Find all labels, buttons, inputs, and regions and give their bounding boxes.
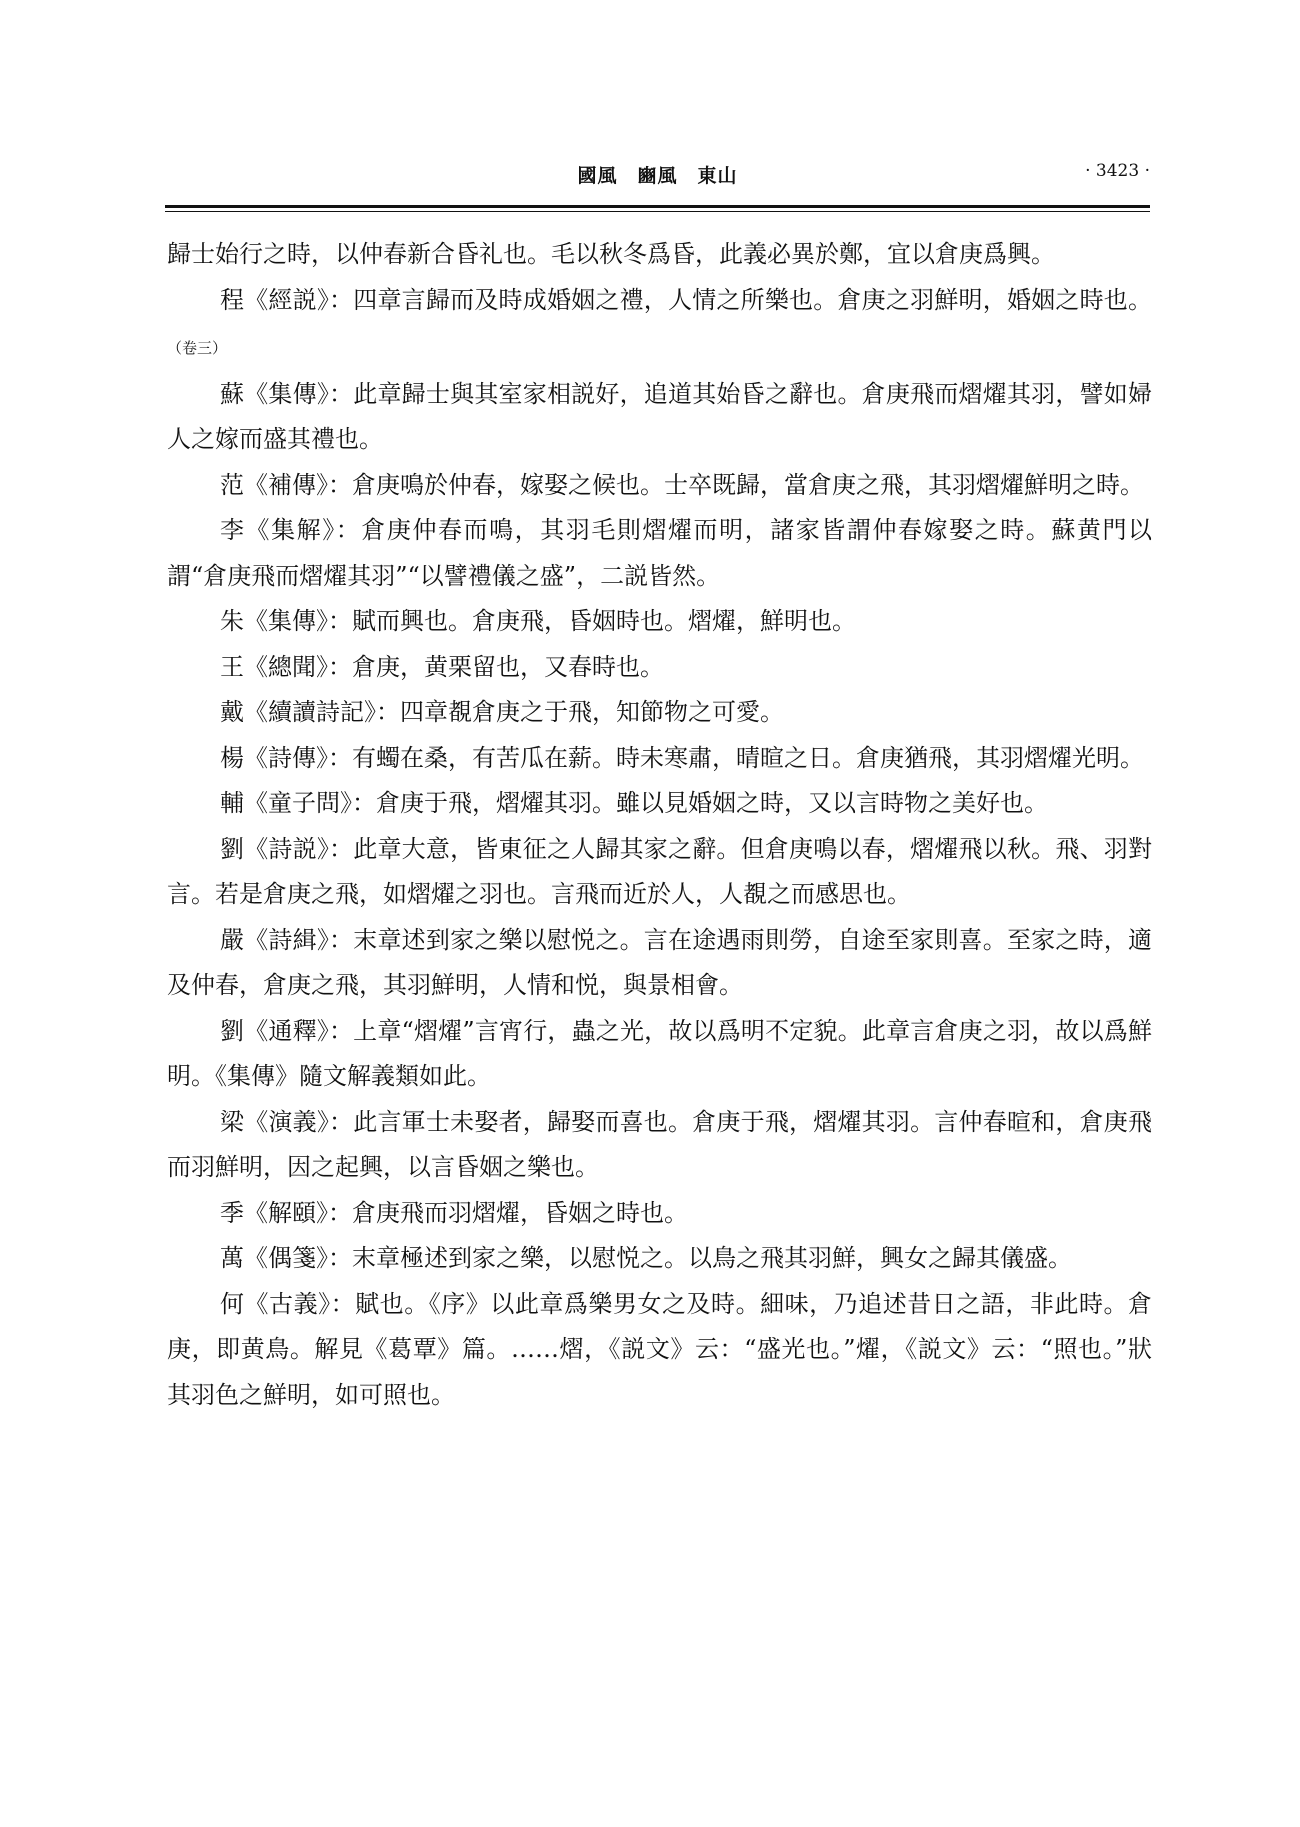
paragraph-text: 蘇《集傳》：此章歸士與其室家相説好，追道其始昏之辭也。倉庚飛而熠燿其羽，譬如婦人之嫁而盛其禮也。 bbox=[167, 379, 1152, 453]
paragraph-continued bbox=[167, 232, 1152, 278]
paragraph-fan-buzhuan bbox=[167, 463, 1152, 509]
paragraph-text: 嚴《詩緝》：末章述到家之樂以慰悦之。言在途遇雨則勞，自途至家則喜。至家之時，適及仲春，倉庚之飛，其羽鮮明，人情和悦，與景相會。 bbox=[167, 925, 1152, 999]
paragraph-text: 萬《偶箋》：末章極述到家之樂，以慰悦之。以鳥之飛其羽鮮，興女之歸其儀盛。 bbox=[220, 1244, 1072, 1272]
paragraph-text: 楊《詩傳》：有蠋在桑，有苦瓜在薪。時未寒肅，晴暄之日。倉庚猶飛，其羽熠燿光明。 bbox=[220, 743, 1144, 772]
paragraph-liu-shishuo bbox=[167, 827, 1152, 918]
paragraph-yan-shiji bbox=[167, 918, 1152, 1009]
paragraph-su-jizhuan bbox=[167, 372, 1152, 463]
paragraph-ji-jieyi bbox=[167, 1191, 1152, 1237]
paragraph-text: 何《古義》：賦也。《序》以此章爲樂男女之及時。細味，乃追述昔日之語，非此時。倉庚，即黄鳥。解見《葛覃》篇。……熠，《説文》云：“盛光也。”燿，《説文》云：“照也。”狀其羽色之鮮明，如可照也。 bbox=[167, 1289, 1152, 1409]
paragraph-text: 李《集解》：倉庚仲春而鳴，其羽毛則熠燿而明，諸家皆謂仲春嫁娶之時。蘇黄門以謂“倉庚飛而熠燿其羽”“以譬禮儀之盛”，二説皆然。 bbox=[167, 516, 1152, 590]
paragraph-text: 范《補傳》：倉庚鳴於仲春，嫁娶之候也。士卒既歸，當倉庚之飛，其羽熠燿鮮明之時。 bbox=[220, 470, 1144, 499]
paragraph-liu-tongshi bbox=[167, 1009, 1152, 1100]
paragraph-liang-yanyi bbox=[167, 1100, 1152, 1191]
paragraph-li-jijie bbox=[167, 508, 1152, 599]
header-title: 國風 豳風 東山 bbox=[577, 165, 738, 187]
page-number: · 3423 · bbox=[1085, 161, 1150, 181]
header-rule-thin bbox=[165, 211, 1150, 212]
running-header bbox=[165, 155, 1150, 195]
paragraph-text: 劉《詩説》：此章大意，皆東征之人歸其家之辭。但倉庚鳴以春，熠燿飛以秋。飛、羽對言。若是倉庚之飛，如熠燿之羽也。言飛而近於人，人覩之而感思也。 bbox=[167, 834, 1152, 908]
paragraph-text: 王《總聞》：倉庚，黄栗留也，又春時也。 bbox=[220, 652, 664, 681]
paragraph-he-guyi bbox=[167, 1282, 1152, 1419]
paragraph-yang-shizhuan bbox=[167, 736, 1152, 782]
paragraph-text: 劉《通釋》：上章“熠燿”言宵行，蟲之光，故以爲明不定貌。此章言倉庚之羽，故以爲鮮明。《集傳》隨文解義類如此。 bbox=[167, 1016, 1152, 1090]
header-rule-thick bbox=[165, 205, 1150, 208]
paragraph-zhu-jizhuan bbox=[167, 599, 1152, 645]
body-text bbox=[167, 232, 1152, 1418]
paragraph-fu-tongziwen bbox=[167, 781, 1152, 827]
paragraph-wan-oujian bbox=[167, 1236, 1152, 1282]
paragraph-dai-xudushiji bbox=[167, 690, 1152, 736]
paragraph-text: 梁《演義》：此言軍士未娶者，歸娶而喜也。倉庚于飛，熠燿其羽。言仲春暄和，倉庚飛而羽鮮明，因之起興，以言昏姻之樂也。 bbox=[167, 1107, 1152, 1181]
paragraph-text: 戴《續讀詩記》：四章覩倉庚之于飛，知節物之可愛。 bbox=[220, 698, 784, 726]
paragraph-text: 歸士始行之時，以仲春新合昏礼也。毛以秋冬爲昏，此義必異於鄭，宜以倉庚爲興。 bbox=[167, 240, 1055, 268]
paragraph-cheng-jingshuo bbox=[167, 278, 1152, 372]
paragraph-text: 朱《集傳》：賦而興也。倉庚飛，昏姻時也。熠燿，鮮明也。 bbox=[220, 607, 856, 635]
paragraph-text: 輔《童子問》：倉庚于飛，熠燿其羽。雖以見婚姻之時，又以言時物之美好也。 bbox=[220, 789, 1048, 817]
paragraph-wang-zongwen bbox=[167, 645, 1152, 691]
paragraph-note: （卷三） bbox=[167, 339, 228, 357]
paragraph-text: 程《經説》：四章言歸而及時成婚姻之禮，人情之所樂也。倉庚之羽鮮明，婚姻之時也。 bbox=[220, 285, 1152, 314]
paragraph-text: 季《解頤》：倉庚飛而羽熠燿，昏姻之時也。 bbox=[220, 1198, 688, 1227]
